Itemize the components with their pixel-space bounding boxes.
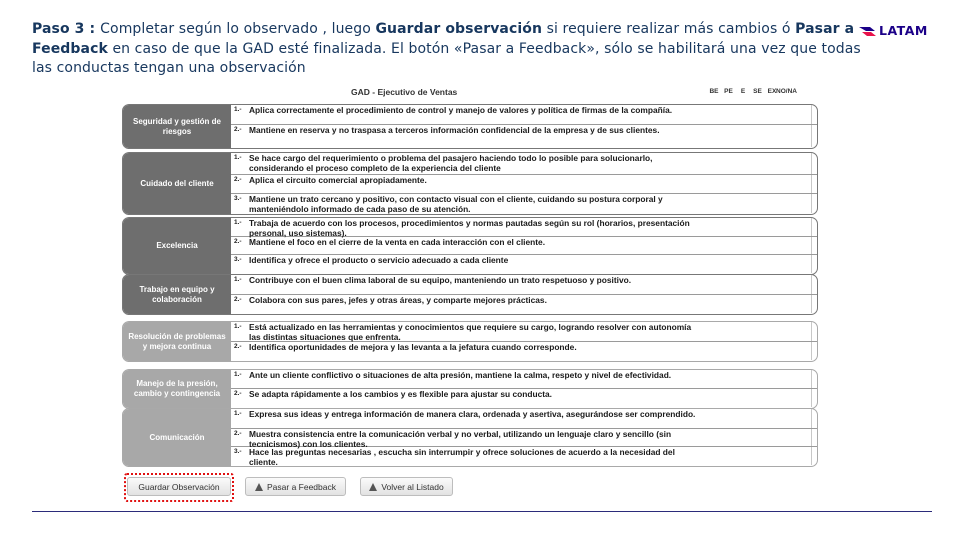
column-divider <box>811 255 812 273</box>
rating-radio-be[interactable] <box>817 326 818 338</box>
behavior-number: 1.- <box>234 276 242 283</box>
column-divider <box>811 194 812 213</box>
competency-category-label: Trabajo en equipo y colaboración <box>123 275 231 314</box>
rating-radio-group <box>817 240 818 252</box>
rating-radio-group <box>817 432 818 444</box>
competency-category-label: Resolución de problemas y mejora continua <box>123 322 231 361</box>
behavior-text: Mantiene en reserva y no traspasa a terceros información confidencial de la empresa y de sus clientes. <box>249 125 660 135</box>
rating-radio-group <box>817 130 818 142</box>
column-divider <box>811 342 812 360</box>
behavior-number: 1.- <box>234 154 242 161</box>
column-divider <box>811 429 812 446</box>
instructions-text: Paso 3 : Completar según lo observado , luego Guardar observación si requiere realizar más cambios ó Pasar a Feedback en caso de que la GAD esté finalizada. El botón «Pasar a Feedback», sólo se habilitará una vez que todas las conductas tengan una observación <box>32 21 861 76</box>
scale-label: SE <box>753 88 762 95</box>
behavior-number: 3.- <box>234 448 242 455</box>
behavior-number: 3.- <box>234 256 242 263</box>
column-divider <box>811 447 812 465</box>
latam-logo-text: LATAM <box>879 22 928 38</box>
column-divider <box>811 153 812 174</box>
competency-group <box>122 274 818 315</box>
rating-radio-group <box>817 374 818 386</box>
behavior-text: Ante un cliente conflictivo o situaciones de alta presión, mantiene la calma, respeto y nivel de efectividad. <box>249 370 672 380</box>
behavior-number: 3.- <box>234 195 242 202</box>
rating-radio-group <box>817 109 818 121</box>
behavior-text: Contribuye con el buen clima laboral de su equipo, manteniendo un trato respetuoso y positivo. <box>249 275 632 285</box>
rating-radio-group <box>817 198 818 210</box>
column-divider <box>811 275 812 294</box>
rating-radio-be[interactable] <box>817 240 818 252</box>
rating-radio-group <box>817 179 818 191</box>
competency-category-label: Seguridad y gestión de riesgos <box>123 105 231 148</box>
rating-radio-group <box>817 298 818 310</box>
behavior-text: Aplica correctamente el procedimiento de control y manejo de valores y política de firmas de la compañía. <box>249 105 673 115</box>
behavior-number: 2.- <box>234 430 242 437</box>
column-divider <box>811 295 812 313</box>
behavior-row <box>231 255 817 273</box>
rating-radio-be[interactable] <box>817 345 818 357</box>
behavior-number: 2.- <box>234 343 242 350</box>
rating-radio-be[interactable] <box>817 450 818 462</box>
behavior-number: 2.- <box>234 238 242 245</box>
competency-group <box>122 321 818 362</box>
behavior-text: Colabora con sus pares, jefes y otras áreas, y comparte mejores prácticas. <box>249 295 547 305</box>
behavior-row <box>231 447 817 465</box>
behavior-row <box>231 429 817 447</box>
pass-to-feedback-label: Pasar a Feedback <box>267 481 336 492</box>
behavior-row <box>231 370 817 389</box>
column-divider <box>811 370 812 388</box>
behavior-row <box>231 218 817 237</box>
rating-radio-group <box>817 345 818 357</box>
column-divider <box>811 322 812 341</box>
behavior-text: Mantiene el foco en el cierre de la venta en cada interacción con el cliente. <box>249 237 546 247</box>
rating-radio-be[interactable] <box>817 130 818 142</box>
rating-radio-be[interactable] <box>817 298 818 310</box>
behavior-text: Se hace cargo del requerimiento o problema del pasajero haciendo todo lo posible para solucionarlo, considerando el proceso completo de la experiencia del cliente <box>249 153 653 173</box>
behavior-number: 1.- <box>234 410 242 417</box>
behavior-number: 1.- <box>234 106 242 113</box>
behavior-row <box>231 342 817 360</box>
behavior-row <box>231 295 817 313</box>
behavior-text: Identifica oportunidades de mejora y las levanta a la jefatura cuando corresponde. <box>249 342 577 352</box>
column-divider <box>811 237 812 254</box>
competency-group <box>122 152 818 215</box>
competency-category-label: Excelencia <box>123 218 231 274</box>
behavior-row <box>231 275 817 295</box>
rating-radio-group <box>817 413 818 425</box>
behavior-row <box>231 322 817 342</box>
behavior-text: Hace las preguntas necesarias , escucha sin interrumpir y ofrece soluciones de acuerdo a la necesidad del cliente. <box>249 447 675 467</box>
save-observation-button[interactable] <box>127 477 231 496</box>
rating-radio-group <box>817 392 818 404</box>
rating-radio-be[interactable] <box>817 109 818 121</box>
column-divider <box>811 389 812 407</box>
column-divider <box>811 125 812 147</box>
behavior-row <box>231 194 817 213</box>
behavior-number: 1.- <box>234 323 242 330</box>
back-to-list-button[interactable] <box>360 477 453 496</box>
scale-label: NO/NA <box>776 88 797 95</box>
behavior-row <box>231 389 817 407</box>
form-title: GAD - Ejecutivo de Ventas <box>351 87 458 97</box>
rating-radio-be[interactable] <box>817 258 818 270</box>
rating-radio-group <box>817 258 818 270</box>
scale-label: BE <box>709 88 719 95</box>
behavior-row <box>231 153 817 175</box>
latam-logo <box>858 20 932 40</box>
rating-radio-group <box>817 450 818 462</box>
behavior-text: Está actualizado en las herramientas y conocimientos que requiere su cargo, logrando resolver con autonomía las distintas situaciones que enfrenta. <box>249 322 692 342</box>
column-divider <box>811 105 812 124</box>
scale-label: PE <box>724 88 733 95</box>
rating-radio-be[interactable] <box>817 279 818 291</box>
behavior-number: 2.- <box>234 296 242 303</box>
rating-radio-be[interactable] <box>817 392 818 404</box>
competency-group <box>122 408 818 467</box>
competency-category-label: Manejo de la presión, cambio y contingencia <box>123 370 231 408</box>
behavior-number: 2.- <box>234 390 242 397</box>
rating-radio-group <box>817 326 818 338</box>
rating-radio-be[interactable] <box>817 179 818 191</box>
scale-label: E <box>740 88 746 95</box>
competency-group <box>122 104 818 149</box>
competency-group <box>122 217 818 275</box>
footer-divider <box>32 511 932 512</box>
pass-to-feedback-button[interactable] <box>245 477 346 496</box>
save-observation-label: Guardar Observación <box>138 481 220 492</box>
rating-radio-be[interactable] <box>817 158 818 170</box>
latam-logo-icon <box>858 23 878 37</box>
behavior-text: Trabaja de acuerdo con los procesos, procedimientos y normas pautadas según su rol (horarios, presentación personal, uso sistemas). <box>249 218 690 238</box>
behavior-text: Se adapta rápidamente a los cambios y es flexible para ajustar su conducta. <box>249 389 553 399</box>
rating-radio-group <box>817 279 818 291</box>
behavior-row <box>231 125 817 147</box>
competency-category-label: Cuidado del cliente <box>123 153 231 214</box>
behavior-number: 2.- <box>234 176 242 183</box>
behavior-number: 1.- <box>234 371 242 378</box>
behavior-row <box>231 105 817 125</box>
rating-radio-group <box>817 222 818 234</box>
rating-radio-be[interactable] <box>817 432 818 444</box>
behavior-text: Identifica y ofrece el producto o servicio adecuado a cada cliente <box>249 255 509 265</box>
rating-radio-be[interactable] <box>817 222 818 234</box>
behavior-row <box>231 175 817 194</box>
back-to-list-label: Volver al Listado <box>381 481 444 492</box>
warning-icon <box>369 483 377 491</box>
rating-radio-be[interactable] <box>817 198 818 210</box>
rating-scale-header <box>705 88 819 98</box>
competency-category-label: Comunicación <box>123 409 231 466</box>
column-divider <box>811 218 812 236</box>
rating-radio-group <box>817 158 818 170</box>
competency-group <box>122 369 818 409</box>
warning-icon <box>255 483 263 491</box>
rating-radio-be[interactable] <box>817 374 818 386</box>
behavior-text: Muestra consistencia entre la comunicación verbal y no verbal, utilizando un lenguaje claro y sencillo (sin tecnicismos) con los clientes. <box>249 429 672 449</box>
rating-radio-be[interactable] <box>817 413 818 425</box>
behavior-text: Mantiene un trato cercano y positivo, con contacto visual con el cliente, cuidando su postura corporal y manteniéndolo informado de cada paso de su atención. <box>249 194 663 214</box>
behavior-row <box>231 237 817 255</box>
behavior-number: 1.- <box>234 219 242 226</box>
behavior-row <box>231 409 817 429</box>
behavior-number: 2.- <box>234 126 242 133</box>
scale-label: EX <box>767 88 777 95</box>
column-divider <box>811 175 812 193</box>
behavior-text: Expresa sus ideas y entrega información de manera clara, ordenada y asertiva, asegurándose ser comprendido. <box>249 409 696 419</box>
behavior-text: Aplica el circuito comercial apropiadamente. <box>249 175 427 185</box>
column-divider <box>811 409 812 428</box>
